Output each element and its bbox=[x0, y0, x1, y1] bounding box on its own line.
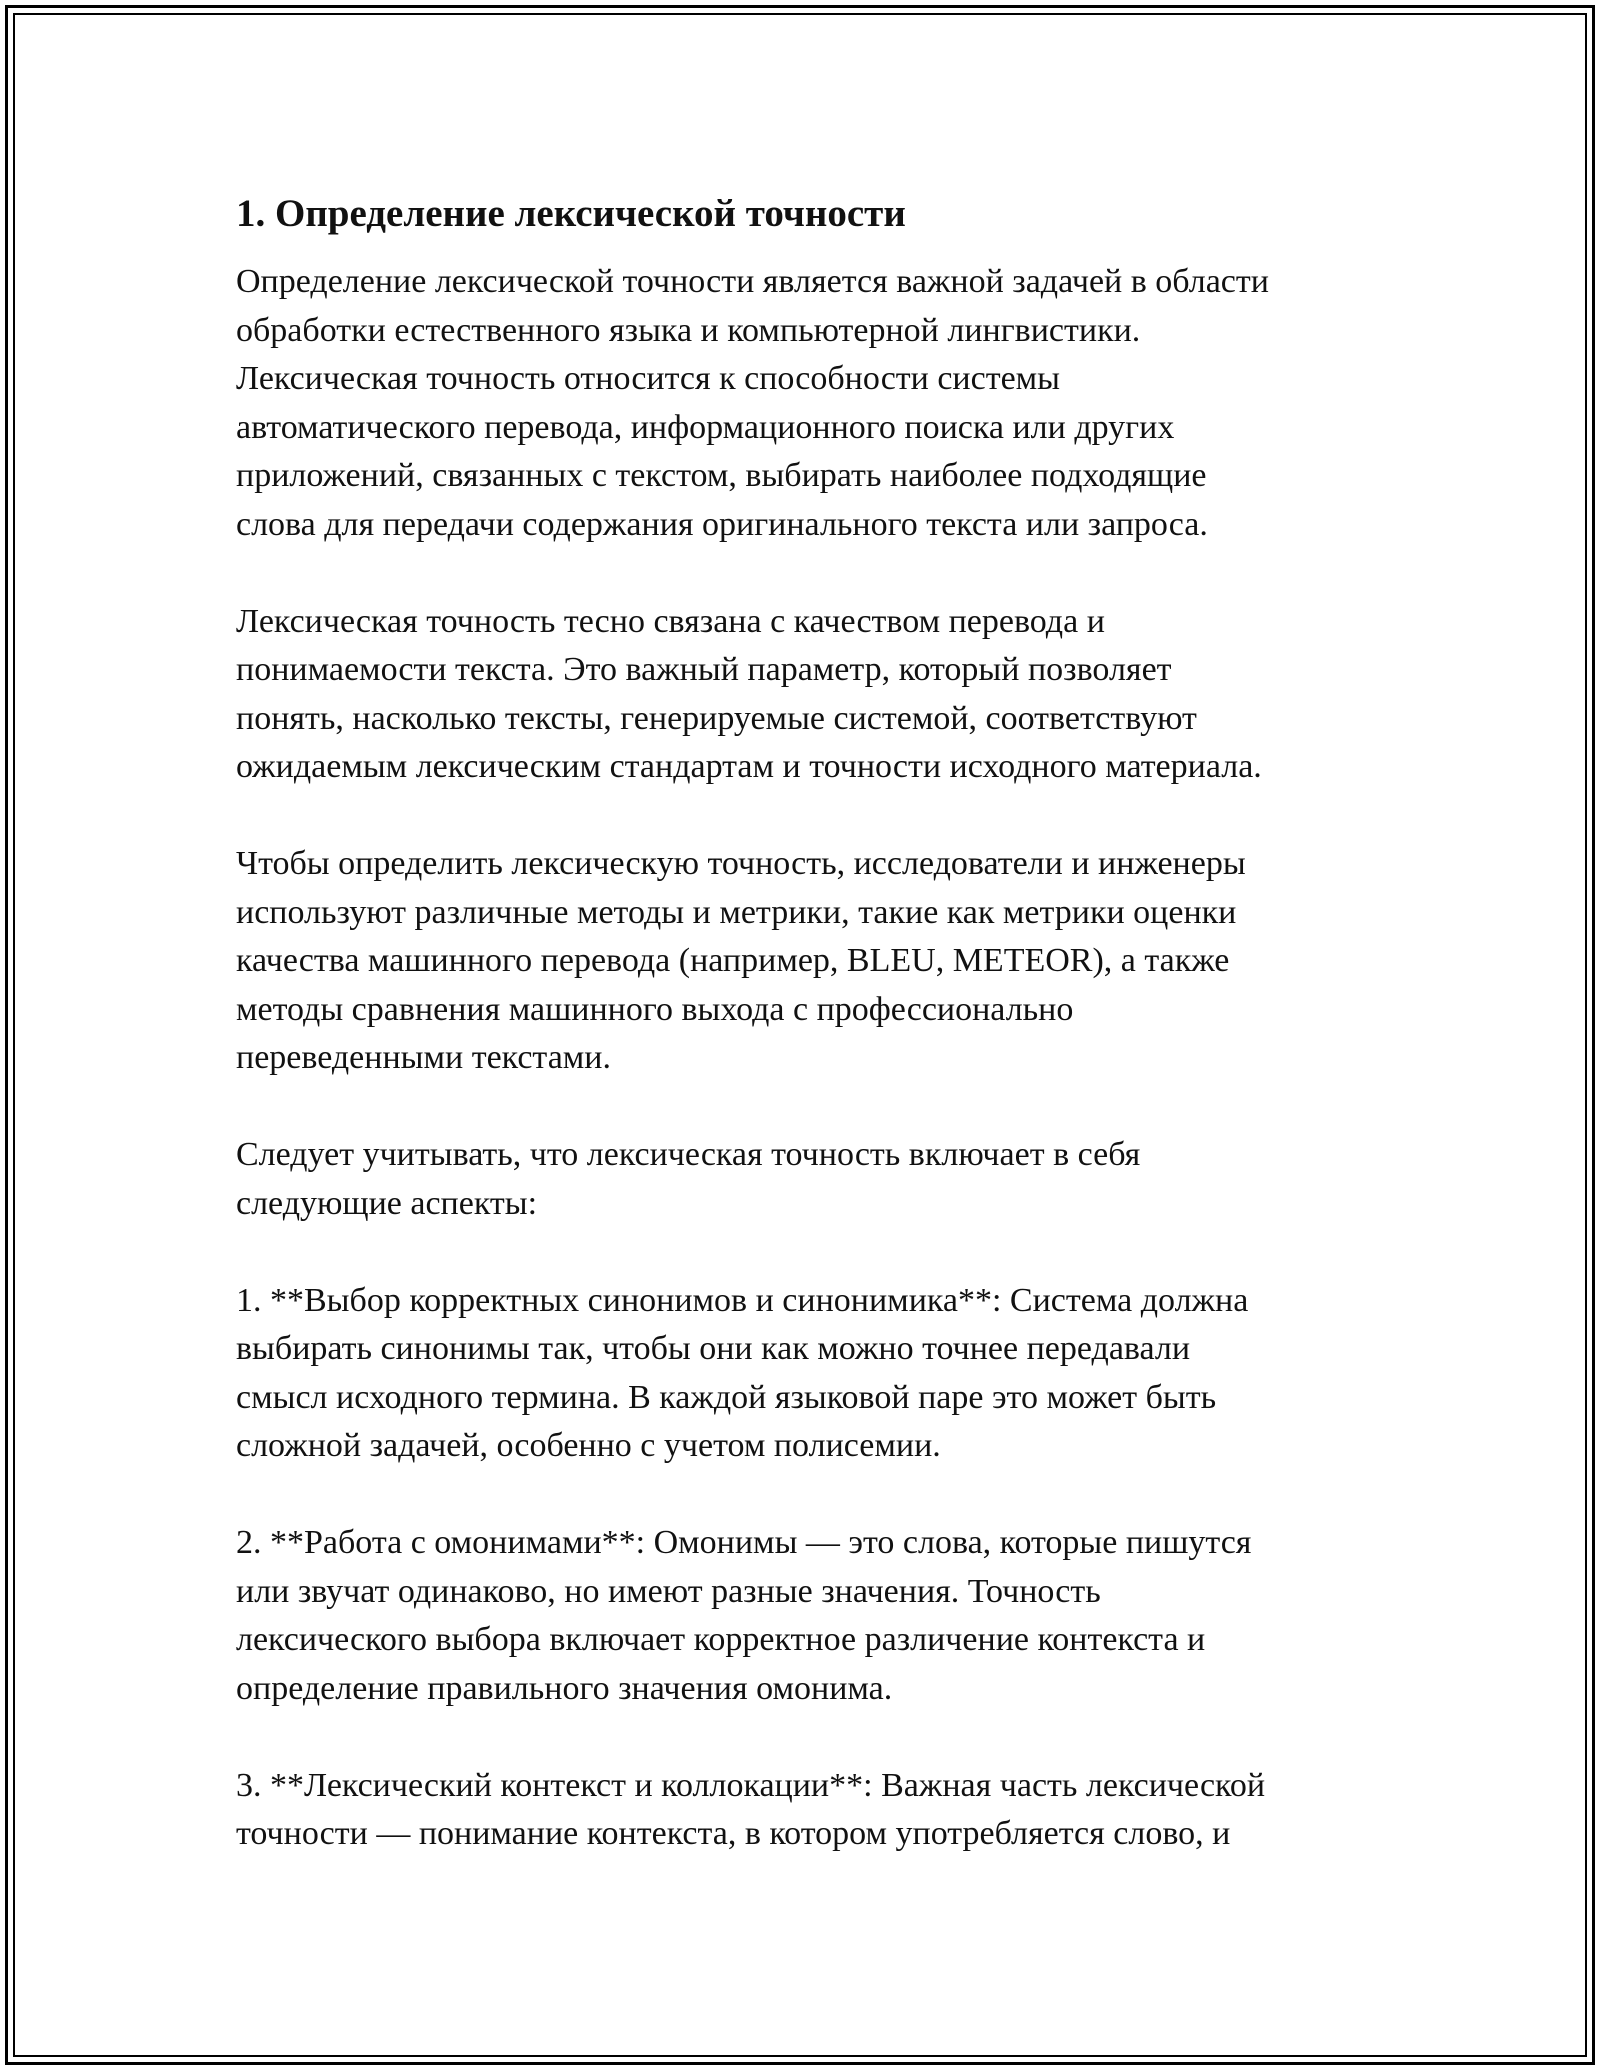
text-line: Чтобы определить лексическую точность, исследователи и инженеры bbox=[236, 845, 1246, 882]
text-line: переведенными текстами. bbox=[236, 1039, 611, 1076]
text-line: 2. **Работа с омонимами**: Омонимы — это слова, которые пишутся bbox=[236, 1524, 1252, 1561]
text-line: Определение лексической точности является важной задачей в области bbox=[236, 263, 1269, 300]
text-line: точности — понимание контекста, в котором употребляется слово, и bbox=[236, 1815, 1231, 1852]
text-line: 1. **Выбор корректных синонимов и синонимика**: Система должна bbox=[236, 1281, 1249, 1319]
text-line: приложений, связанных с текстом, выбирать наиболее подходящие bbox=[236, 457, 1207, 494]
text-line: слова для передачи содержания оригинального текста или запроса. bbox=[236, 505, 1208, 543]
text-line: используют различные методы и метрики, такие как метрики оценки bbox=[236, 893, 1237, 931]
list-item-homonyms bbox=[236, 1519, 1376, 1713]
list-item-synonyms bbox=[236, 1277, 1376, 1471]
text-line: обработки естественного языка и компьютерной лингвистики. bbox=[236, 311, 1141, 349]
paragraph-methods bbox=[236, 840, 1376, 1083]
text-line: качества машинного перевода (например, BLEU, METEOR), а также bbox=[236, 942, 1230, 979]
paragraph-translation-quality bbox=[236, 598, 1376, 792]
list-item-context bbox=[236, 1762, 1376, 1859]
text-line: автоматического перевода, информационного поиска или других bbox=[236, 408, 1175, 446]
text-line: методы сравнения машинного выхода с профессионально bbox=[236, 990, 1074, 1028]
text-line: или звучат одинаково, но имеют разные значения. Точность bbox=[236, 1572, 1101, 1610]
text-line: выбирать синонимы так, чтобы они как можно точнее передавали bbox=[236, 1330, 1191, 1367]
text-line: 3. **Лексический контекст и коллокации**: Важная часть лексической bbox=[236, 1766, 1266, 1804]
text-line: понимаемости текста. Это важный параметр, который позволяет bbox=[236, 651, 1172, 688]
text-line: Лексическая точность относится к способности системы bbox=[236, 360, 1061, 397]
document-page bbox=[236, 190, 1376, 1907]
text-line: ожидаемым лексическим стандартам и точности исходного материала. bbox=[236, 748, 1262, 785]
section-heading: 1. Определение лексической точности bbox=[236, 192, 906, 235]
text-line: лексического выбора включает корректное различение контекста и bbox=[236, 1621, 1206, 1658]
text-line: смысл исходного термина. В каждой языковой паре это может быть bbox=[236, 1378, 1217, 1416]
text-line: следующие аспекты: bbox=[236, 1184, 538, 1222]
paragraph-definition bbox=[236, 258, 1376, 549]
paragraph-aspects-intro bbox=[236, 1131, 1376, 1228]
text-line: сложной задачей, особенно с учетом полисемии. bbox=[236, 1427, 941, 1464]
text-line: определение правильного значения омонима. bbox=[236, 1669, 893, 1707]
text-line: понять, насколько тексты, генерируемые системой, соответствуют bbox=[236, 699, 1197, 737]
text-line: Лексическая точность тесно связана с качеством перевода и bbox=[236, 602, 1105, 640]
text-line: Следует учитывать, что лексическая точность включает в себя bbox=[236, 1136, 1141, 1173]
